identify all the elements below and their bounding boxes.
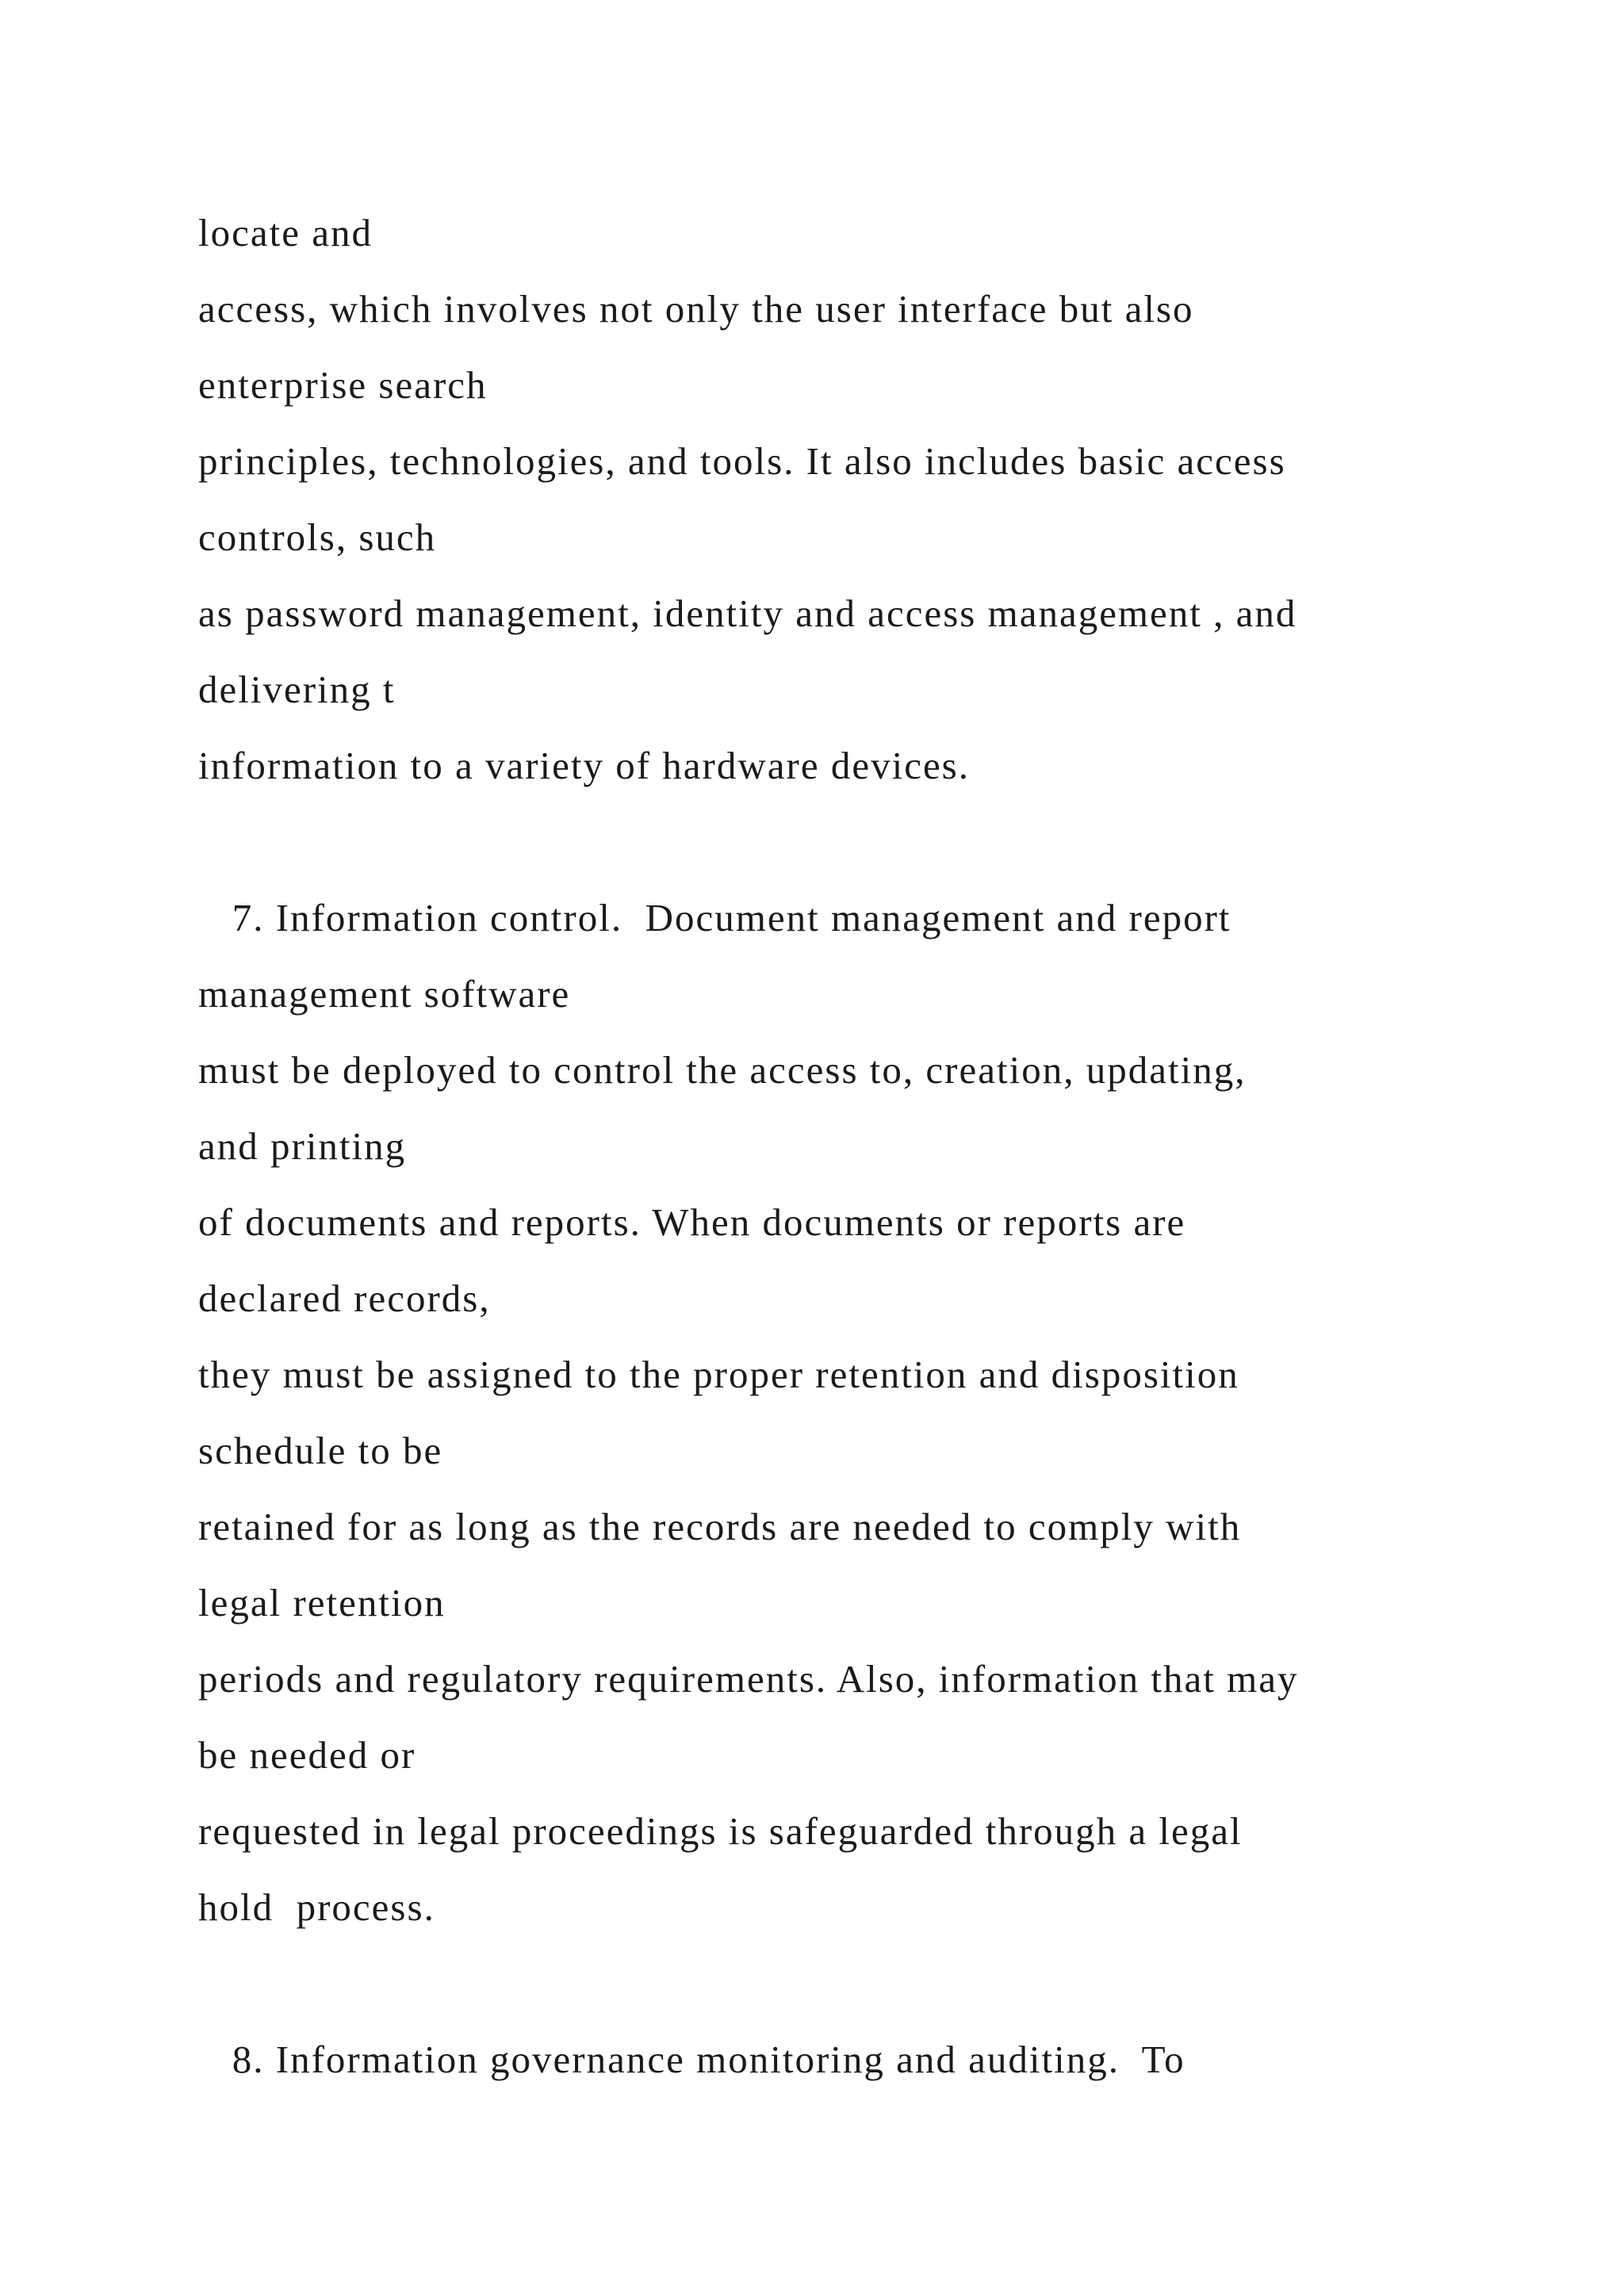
text-line: be needed or	[198, 1733, 416, 1777]
text-line: enterprise search	[198, 363, 488, 407]
text-line: schedule to be	[198, 1429, 443, 1472]
text-line: as password management, identity and access management , and	[198, 591, 1297, 635]
list-item-heading: 7. Information control. Document management and report	[198, 896, 1231, 939]
text-line: declared records,	[198, 1276, 491, 1320]
document-body	[198, 195, 1546, 2098]
text-line: requested in legal proceedings is safeguarded through a legal	[198, 1809, 1243, 1853]
text-line: access, which involves not only the user interface but also	[198, 287, 1194, 331]
text-line: periods and regulatory requirements. Also, information that may	[198, 1657, 1299, 1701]
text-line: must be deployed to control the access to, creation, updating,	[198, 1048, 1247, 1092]
list-item-heading: 8. Information governance monitoring and auditing. To	[198, 2038, 1185, 2081]
text-line: of documents and reports. When documents or reports are	[198, 1200, 1186, 1244]
text-line: management software	[198, 972, 571, 1016]
text-line: delivering t	[198, 668, 396, 711]
text-line: information to a variety of hardware devices.	[198, 744, 971, 787]
text-line: principles, technologies, and tools. It also includes basic access	[198, 439, 1286, 483]
text-line: legal retention	[198, 1581, 446, 1624]
text-line: retained for as long as the records are needed to comply with	[198, 1505, 1242, 1548]
text-line: hold process.	[198, 1885, 435, 1929]
text-line: locate and	[198, 211, 373, 254]
blank-line	[198, 804, 1546, 880]
text-line: they must be assigned to the proper retention and disposition	[198, 1353, 1239, 1396]
text-line: controls, such	[198, 515, 437, 559]
blank-line	[198, 1946, 1546, 2022]
text-line: and printing	[198, 1124, 407, 1168]
